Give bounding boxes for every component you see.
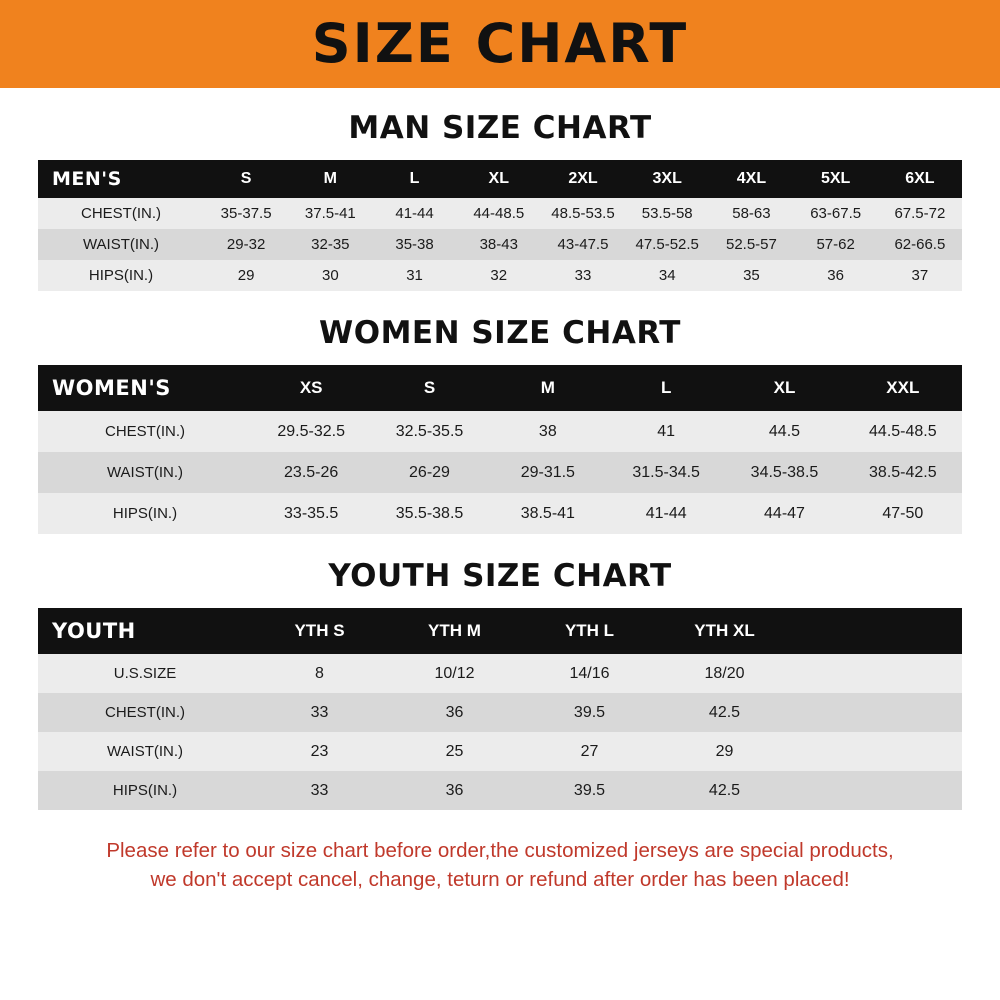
youth-cell-2-2: 27	[522, 732, 657, 771]
men-cell-0-7: 63-67.5	[794, 198, 878, 229]
men-row-label-2: HIPS(IN.)	[38, 260, 204, 291]
men-col-1: M	[288, 160, 372, 198]
women-table-body	[38, 411, 962, 534]
youth-col-0: YTH S	[252, 608, 387, 654]
youth-cell-0-1: 10/12	[387, 654, 522, 693]
women-size-table	[38, 365, 962, 534]
youth-row-label-1: CHEST(IN.)	[38, 693, 252, 732]
women-cell-1-2: 29-31.5	[489, 452, 607, 493]
youth-row-label-2: WAIST(IN.)	[38, 732, 252, 771]
table-row	[38, 732, 962, 771]
women-col-0: XS	[252, 365, 370, 411]
men-cell-2-2: 31	[372, 260, 456, 291]
men-col-3: XL	[457, 160, 541, 198]
youth-cell-0-3: 18/20	[657, 654, 792, 693]
men-cell-2-3: 32	[457, 260, 541, 291]
section-title-men: MAN SIZE CHART	[348, 110, 652, 146]
page-banner	[0, 0, 1000, 88]
men-table-body	[38, 198, 962, 291]
women-cell-1-3: 31.5-34.5	[607, 452, 725, 493]
men-cell-1-2: 35-38	[372, 229, 456, 260]
men-cell-2-8: 37	[878, 260, 962, 291]
youth-col-3: YTH XL	[657, 608, 792, 654]
women-cell-1-5: 38.5-42.5	[844, 452, 962, 493]
women-col-5: XXL	[844, 365, 962, 411]
women-cell-2-4: 44-47	[725, 493, 843, 534]
women-table-head	[38, 365, 962, 411]
women-corner-label: WOMEN'S	[38, 365, 252, 411]
men-cell-2-5: 34	[625, 260, 709, 291]
table-header-row	[38, 608, 962, 654]
women-cell-1-0: 23.5-26	[252, 452, 370, 493]
women-cell-2-2: 38.5-41	[489, 493, 607, 534]
men-row-label-1: WAIST(IN.)	[38, 229, 204, 260]
table-row	[38, 771, 962, 810]
men-col-2: L	[372, 160, 456, 198]
men-size-table	[38, 160, 962, 291]
men-cell-2-4: 33	[541, 260, 625, 291]
youth-table-head	[38, 608, 962, 654]
women-col-2: M	[489, 365, 607, 411]
youth-cell-0-spacer	[792, 654, 962, 693]
men-cell-1-6: 52.5-57	[709, 229, 793, 260]
women-col-3: L	[607, 365, 725, 411]
youth-cell-2-0: 23	[252, 732, 387, 771]
men-cell-1-5: 47.5-52.5	[625, 229, 709, 260]
page-title: SIZE CHART	[311, 12, 689, 75]
men-cell-0-4: 48.5-53.5	[541, 198, 625, 229]
youth-cell-1-1: 36	[387, 693, 522, 732]
men-cell-1-1: 32-35	[288, 229, 372, 260]
table-header-row	[38, 160, 962, 198]
table-row	[38, 229, 962, 260]
youth-cell-2-spacer	[792, 732, 962, 771]
men-cell-2-0: 29	[204, 260, 288, 291]
youth-cell-3-2: 39.5	[522, 771, 657, 810]
women-cell-2-3: 41-44	[607, 493, 725, 534]
youth-col-spacer	[792, 608, 962, 654]
men-table-head	[38, 160, 962, 198]
men-cell-0-8: 67.5-72	[878, 198, 962, 229]
section-men	[0, 110, 1000, 291]
women-row-label-2: HIPS(IN.)	[38, 493, 252, 534]
men-col-8: 6XL	[878, 160, 962, 198]
men-cell-2-6: 35	[709, 260, 793, 291]
section-youth	[0, 558, 1000, 810]
men-cell-1-8: 62-66.5	[878, 229, 962, 260]
table-row	[38, 693, 962, 732]
youth-size-table	[38, 608, 962, 810]
men-row-label-0: CHEST(IN.)	[38, 198, 204, 229]
men-cell-0-2: 41-44	[372, 198, 456, 229]
youth-col-1: YTH M	[387, 608, 522, 654]
table-row	[38, 198, 962, 229]
men-corner-label: MEN'S	[38, 160, 204, 198]
youth-cell-1-0: 33	[252, 693, 387, 732]
section-women	[0, 315, 1000, 534]
youth-cell-3-1: 36	[387, 771, 522, 810]
table-row	[38, 493, 962, 534]
table-row	[38, 654, 962, 693]
youth-table-body	[38, 654, 962, 810]
youth-cell-1-spacer	[792, 693, 962, 732]
women-cell-2-0: 33-35.5	[252, 493, 370, 534]
men-col-7: 5XL	[794, 160, 878, 198]
footer-note-line-2: we don't accept cancel, change, teturn or refund after order has been placed!	[150, 868, 850, 892]
youth-cell-2-1: 25	[387, 732, 522, 771]
men-cell-1-7: 57-62	[794, 229, 878, 260]
women-col-4: XL	[725, 365, 843, 411]
men-col-4: 2XL	[541, 160, 625, 198]
women-cell-0-4: 44.5	[725, 411, 843, 452]
youth-cell-3-0: 33	[252, 771, 387, 810]
youth-col-2: YTH L	[522, 608, 657, 654]
table-row	[38, 260, 962, 291]
women-cell-0-1: 32.5-35.5	[370, 411, 488, 452]
youth-cell-3-3: 42.5	[657, 771, 792, 810]
men-cell-2-1: 30	[288, 260, 372, 291]
section-title-youth: YOUTH SIZE CHART	[328, 558, 672, 594]
section-title-women: WOMEN SIZE CHART	[319, 315, 681, 351]
women-row-label-1: WAIST(IN.)	[38, 452, 252, 493]
youth-cell-1-2: 39.5	[522, 693, 657, 732]
women-row-label-0: CHEST(IN.)	[38, 411, 252, 452]
men-cell-0-1: 37.5-41	[288, 198, 372, 229]
youth-row-label-0: U.S.SIZE	[38, 654, 252, 693]
women-cell-0-0: 29.5-32.5	[252, 411, 370, 452]
men-col-0: S	[204, 160, 288, 198]
men-col-6: 4XL	[709, 160, 793, 198]
youth-cell-1-3: 42.5	[657, 693, 792, 732]
men-cell-1-4: 43-47.5	[541, 229, 625, 260]
men-cell-0-3: 44-48.5	[457, 198, 541, 229]
youth-cell-0-2: 14/16	[522, 654, 657, 693]
youth-corner-label: YOUTH	[38, 608, 252, 654]
footer-note	[0, 836, 1000, 894]
men-cell-1-3: 38-43	[457, 229, 541, 260]
women-col-1: S	[370, 365, 488, 411]
youth-cell-2-3: 29	[657, 732, 792, 771]
table-row	[38, 452, 962, 493]
women-cell-0-3: 41	[607, 411, 725, 452]
table-header-row	[38, 365, 962, 411]
youth-cell-0-0: 8	[252, 654, 387, 693]
men-cell-1-0: 29-32	[204, 229, 288, 260]
men-cell-0-5: 53.5-58	[625, 198, 709, 229]
women-cell-0-5: 44.5-48.5	[844, 411, 962, 452]
youth-row-label-3: HIPS(IN.)	[38, 771, 252, 810]
youth-cell-3-spacer	[792, 771, 962, 810]
women-cell-0-2: 38	[489, 411, 607, 452]
women-cell-1-1: 26-29	[370, 452, 488, 493]
footer-note-line-1: Please refer to our size chart before order,the customized jerseys are special products,	[106, 839, 894, 862]
women-cell-1-4: 34.5-38.5	[725, 452, 843, 493]
men-col-5: 3XL	[625, 160, 709, 198]
men-cell-2-7: 36	[794, 260, 878, 291]
women-cell-2-1: 35.5-38.5	[370, 493, 488, 534]
women-cell-2-5: 47-50	[844, 493, 962, 534]
men-cell-0-6: 58-63	[709, 198, 793, 229]
men-cell-0-0: 35-37.5	[204, 198, 288, 229]
table-row	[38, 411, 962, 452]
